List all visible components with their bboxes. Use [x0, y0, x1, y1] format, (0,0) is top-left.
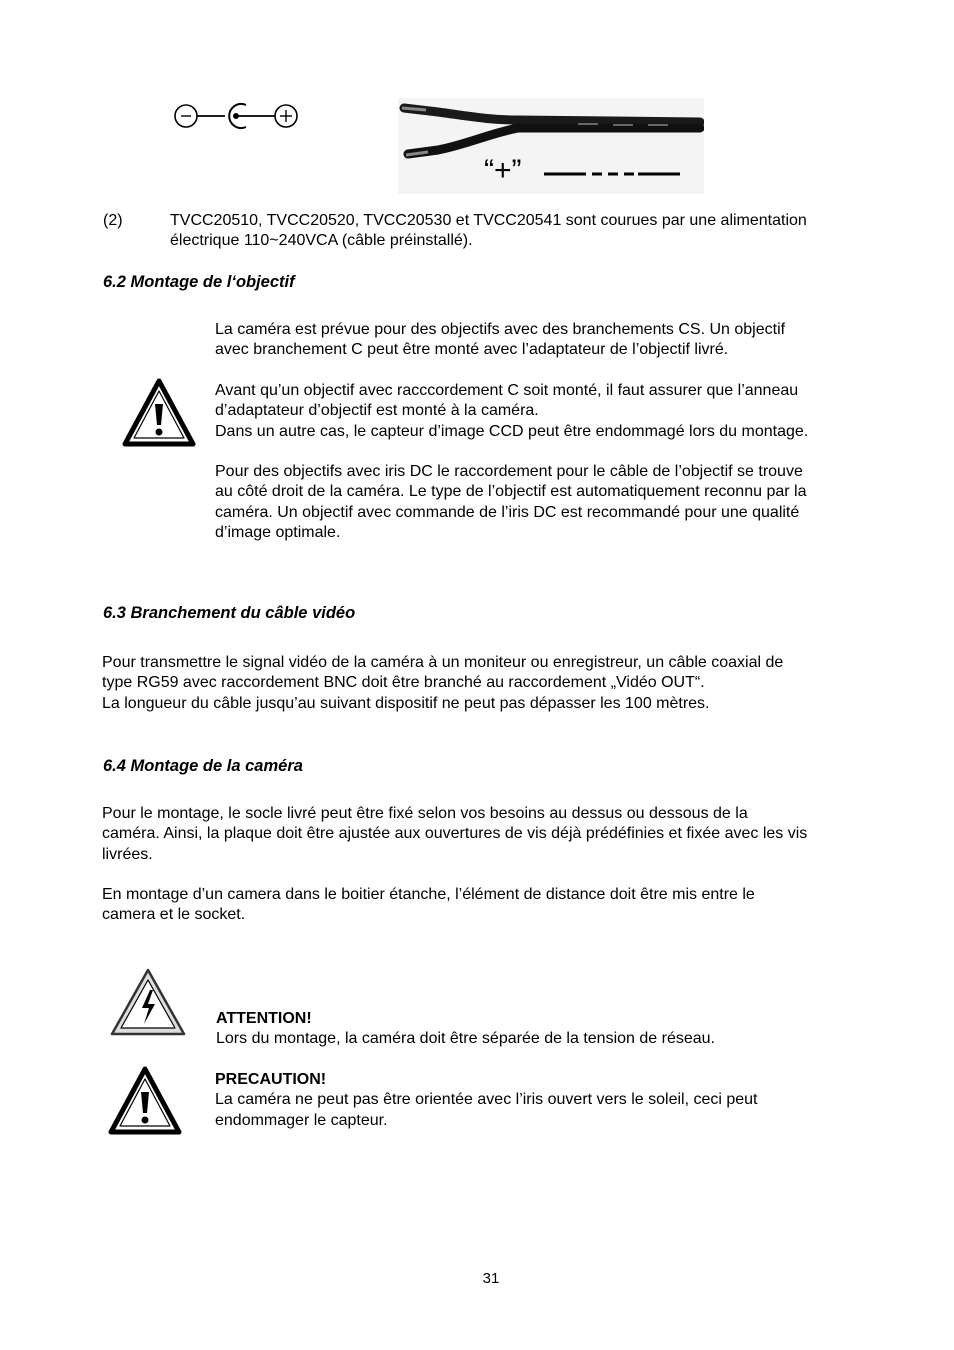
item2-text: TVCC20510, TVCC20520, TVCC20530 et TVCC20541 sont courues par une alimentation électrique 110~240VCA (câble préinstallé). — [170, 212, 807, 250]
cable-polarity-label: “+” — [484, 154, 522, 187]
section62-paragraph-3: Pour des objectifs avec iris DC le raccordement pour le câble de l’objectif se trouve au côté droit de la caméra. Le type de l’objectif est automatiquement reconnu par la caméra. Un objectif avec commande de l’iris DC est recommandé pour une qualité d’image optimale. — [215, 463, 807, 542]
precaution-block: PRECAUTION! La caméra ne peut pas être orientée avec l’iris ouvert vers le soleil, ceci peut endommager le capteur. — [215, 1071, 758, 1129]
electric-hazard-icon — [108, 966, 188, 1038]
power-cable-image — [398, 98, 704, 194]
item-number: (2) — [103, 212, 123, 229]
page-number: 31 — [482, 1270, 500, 1287]
section62-paragraph-1: La caméra est prévue pour des objectifs avec des branchements CS. Un objectif avec branchement C peut être monté avec l’adaptateur de l’objectif livré. — [215, 321, 786, 359]
dc-polarity-symbol-icon — [170, 100, 302, 134]
section63-paragraph: Pour transmettre le signal vidéo de la caméra à un moniteur ou enregistreur, un câble coaxial de type RG59 avec raccordement BNC doit être branché au raccordement „Vidéo OUT“. La longueur du câble jusqu’au suivant dispositif ne peut pas dépasser les 100 mètres. — [102, 654, 784, 712]
section-heading-6-3: 6.3 Branchement du câble vidéo — [103, 604, 356, 622]
section64-paragraph-1: Pour le montage, le socle livré peut être fixé selon vos besoins au dessus ou dessous de la caméra. Ainsi, la plaque doit être ajustée aux ouvertures de vis déjà prédéfinies et fixée avec les vis livrées. — [102, 805, 808, 863]
attention-title: ATTENTION! — [216, 1010, 312, 1027]
attention-block — [216, 1009, 715, 1050]
section-heading-6-2: 6.2 Montage de l‘objectif — [103, 273, 295, 291]
attention-text: Lors du montage, la caméra doit être séparée de la tension de réseau. — [216, 1030, 715, 1048]
section-heading-6-4: 6.4 Montage de la caméra — [103, 757, 303, 775]
warning-icon — [122, 378, 196, 448]
section64-paragraph-2: En montage d’un camera dans le boitier étanche, l’élément de distance doit être mis entre le camera et le socket. — [102, 886, 755, 924]
section62-paragraph-2: Avant qu’un objectif avec racccordement C soit monté, il faut assurer que l’anneau d’adaptateur d’objectif est monté à la caméra. Dans un autre cas, le capteur d’image CCD peut être endommagé lors du montage. — [215, 382, 809, 440]
warning-icon — [108, 1066, 182, 1136]
precaution-title: PRECAUTION! — [215, 1071, 327, 1088]
